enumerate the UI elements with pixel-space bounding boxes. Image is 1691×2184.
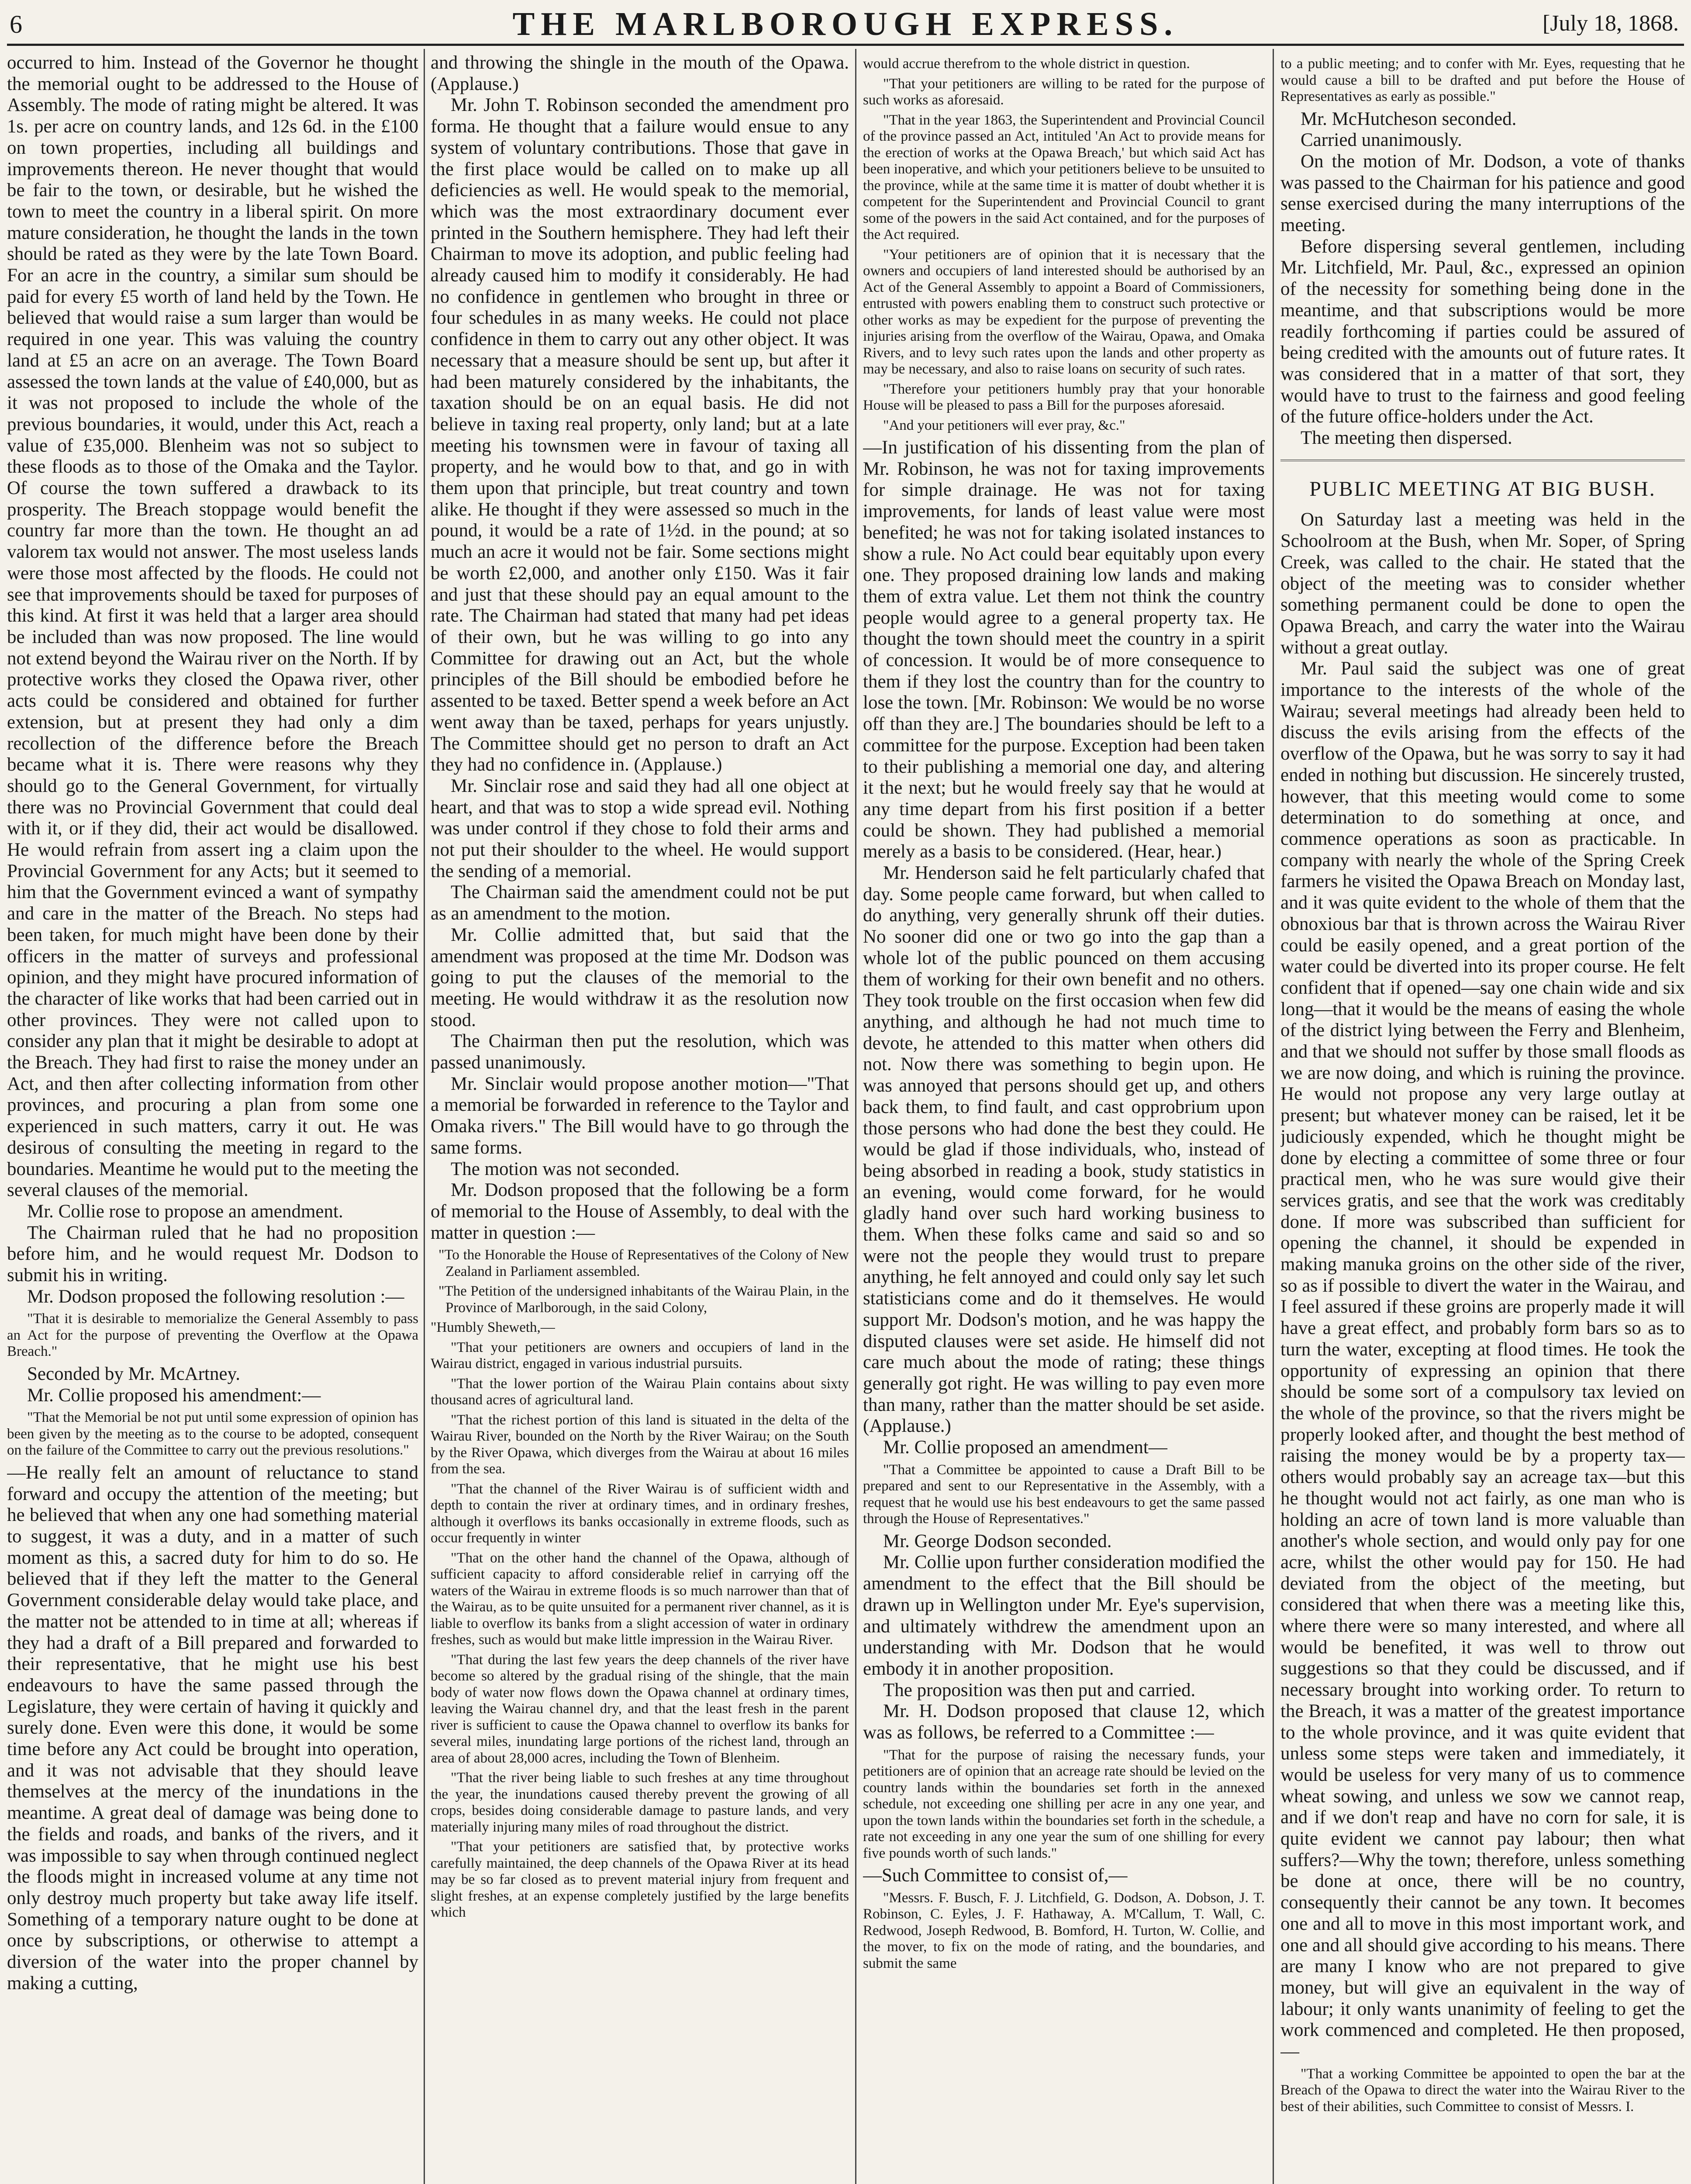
memorial-address: "To the Honorable the House of Representatives of the Colony of New Zealand in Parliament assembled.: [438, 1247, 849, 1279]
paragraph: and throwing the shingle in the mouth of the Opawa. (Applause.): [431, 52, 849, 94]
issue-date: [July 18, 1868.: [1543, 11, 1679, 36]
paragraph: The motion was not seconded.: [451, 1158, 680, 1179]
column-2: [431, 52, 849, 2184]
paragraph: —He really felt an amount of reluctance to stand forward and occupy the attention of the meeting; but he believed that when any one had something material to suggest, it was a duty, and in a matter of such moment as this, a sacred duty for him to do so. He believed that if they left the matter to the General Government considerable delay would take place, and the matter not be attended to in time at all; whereas if they had a draft of a Bill prepared and forwarded to their representative, that he might use his best endeavours to have the same passed through the Legislature, they were certain of having it quickly and surely done. Even were this done, it would be some time before any Act could be brought into operation, and it was not advisable that they should leave themselves at the mercy of the inundations in the meantime. A great deal of damage was being done to the fields and roads, and banks of the rivers, and it was impossible to say when through continued neglect the floods might in increased volume at any time not only destroy much property but take away life itself. Something of a temporary nature ought to be done at once by subscriptions, or otherwise to attempt a diversion of the water into the proper channel by making a cutting,: [7, 1462, 418, 1994]
quoted-clause-12: "That for the purpose of raising the necessary funds, your petitioners are of opinion that an acreage rate should be levied on the country lands within the boundaries set forth in the annexed schedule, not exceeding one shilling per acre in any one year, and upon the town lands within the boundaries set forth in the schedule, a rate not exceeding in any one year the sum of one shilling for every five pounds worth of such lands.": [863, 1747, 1265, 1861]
memorial-clause: "And your petitioners will ever pray, &c.": [883, 417, 1125, 433]
column-rule: [1273, 49, 1274, 2184]
memorial-clause: "That the richest portion of this land is situated in the delta of the Wairau River, bounded on the North by the River Wairau; on the South by the River Opawa, which diverges from the Wairau at about 16 miles from the sea.: [431, 1412, 849, 1477]
masthead-rule: [7, 44, 1684, 46]
memorial-petition: "The Petition of the undersigned inhabitants of the Wairau Plain, in the Province of Marlborough, in the said Colony,: [438, 1283, 849, 1316]
paragraph: Seconded by Mr. McArtney.: [27, 1363, 241, 1384]
paragraph: The Chairman ruled that he had no proposition before him, and he would request Mr. Dodson to submit his in writing.: [7, 1222, 418, 1286]
paragraph: Mr. Collie rose to propose an amendment.: [27, 1201, 343, 1222]
committee-members: "Messrs. F. Busch, F. J. Litchfield, G. Dodson, A. Dobson, J. T. Robinson, C. Eyles, J. F. Hathaway, A. M'Callum, T. Wall, C. Redwood, Joseph Redwood, B. Bomford, H. Turton, W. Collie, and the mover, to fix on the mode of rating, and the boundaries, and submit the same: [863, 1890, 1265, 1971]
quoted-resolution: "That it is desirable to memorialize the General Assembly to pass an Act for the purpose of preventing the Overflow at the Opawa Breach.": [7, 1311, 418, 1360]
article-separator: [1280, 460, 1685, 463]
memorial-clause: "That your petitioners are owners and occupiers of land in the Wairau district, engaged in various industrial pursuits.: [431, 1339, 849, 1372]
masthead: [0, 0, 1691, 44]
paragraph: —In justification of his dissenting from the plan of Mr. Robinson, he was not for taxing improvements for simple drainage. He was not for taxing improvements, for lands of least value were most benefited; he was not for taking isolated instances to show a rule. No Act could bear equitably upon every one. They proposed draining low lands and making them of extra value. Let them not think the country people would agree to a general property tax. He thought the town should meet the country in a spirit of concession. It would be of more consequence to them if they lost the country than for the country to lose the town. [Mr. Robinson: We would be no worse off than they are.] The boundaries should be left to a committee for the purpose. Exception had been taken to their publishing a memorial one day, and altering it the next; but he would freely say that he would at any time depart from his first position if a better could be shown. They had published a memorial merely as a basis to be considered. (Hear, hear.): [863, 437, 1265, 862]
memorial-clause: "That in the year 1863, the Superintendent and Provincial Council of the province passed an Act, intituled 'An Act to provide means for the erection of works at the Opawa Breach,' but which said Act has been inoperative, and which your petitioners believe to be unsuited to the province, while at the same time it is matter of doubt whether it is competent for the Superintendent and Provincial Council to grant some of the powers in the said Act contained, and for the purposes of the Act required.: [863, 112, 1265, 242]
paragraph: Mr. H. Dodson proposed that clause 12, which was as follows, be referred to a Committee :—: [863, 1701, 1265, 1743]
paragraph: Mr. McHutcheson seconded.: [1301, 108, 1517, 129]
paragraph: On the motion of Mr. Dodson, a vote of thanks was passed to the Chairman for his patience and good sense exercised during the many interruptions of the meeting.: [1280, 151, 1685, 236]
memorial-clause: "That during the last few years the deep channels of the river have become so altered by the gradual rising of the shingle, that the main body of water now flows down the Opawa channel at ordinary times, leaving the Wairau channel dry, and that the least fresh in the parent river is sufficient to cause the Opawa channel to overflow its banks for several miles, inundating large portions of the richest land, through an area of about 28,000 acres, including the Town of Blenheim.: [431, 1652, 849, 1766]
memorial-clause: "That the lower portion of the Wairau Plain contains about sixty thousand acres of agricultural land.: [431, 1375, 849, 1408]
memorial-clause: "Your petitioners are of opinion that it is necessary that the owners and occupiers of land interested should be authorised by an Act of the General Assembly to appoint a Board of Commissioners, entrusted with powers enabling them to construct such protective or other works as may be expedient for the purpose of preventing the injuries arising from the overflow of the Wairau, Opawa, and Omaka Rivers, and to levy such rates upon the lands and other property as may be necessary, and also to raise loans on security of such rates.: [863, 246, 1265, 377]
paragraph: Mr. George Dodson seconded.: [883, 1531, 1112, 1552]
paragraph: On Saturday last a meeting was held in the Schoolroom at the Bush, when Mr. Soper, of Spring Creek, was called to the chair. He stated that the object of the meeting was to consider whether something permanent could be done to open the Opawa Breach, and carry the water into the Wairau without a great outlay.: [1280, 509, 1685, 658]
memorial-clause: "That the river being liable to such freshes at any time throughout the year, the inundations caused thereby prevent the growing of all crops, besides doing considerable damage to pasture lands, and very materially injuring many miles of road throughout the district.: [431, 1770, 849, 1835]
paragraph: Mr. John T. Robinson seconded the amendment pro forma. He thought that a failure would ensue to any system of voluntary contributions. Those that gave in the first place would be called on to make up all deficiencies as well. He would speak to the memorial, which was the most extraordinary document ever printed in the Southern hemisphere. They had left their Chairman to move its adoption, and public feeling had already caused him to modify it considerably. He had no confidence in gentlemen who brought in three or four schedules in as many weeks. He could not place confidence in them to carry out any other object. It was necessary that a measure should be sent up, but after it had been maturely considered by the inhabitants, the taxation should be on an equal basis. He did not believe in taxing real property, only land; but at a late meeting his townsmen were in favour of taxing all property, and he would bow to that, and go in with them upon that principle, but treat country and town alike. He thought if they were assessed so much in the pound, it would be a rate of 1½d. in the pound; at so much an acre it would not be fair. Some sections might be worth £2,000, and another only £150. Was it fair and just that these should pay an equal amount to the rate. The Chairman had stated that many had pet ideas of their own, but he was willing to go into any Committee for drawing out an Act, but the whole principles of the Bill should be embodied before he assented to be taxed. Better spend a week before an Act went away than be taxed, perhaps for years unjustly. The Committee should get no person to draft an Act they had no confidence in. (Applause.): [431, 95, 849, 775]
paragraph: The Chairman said the amendment could not be put as an amendment to the motion.: [431, 882, 849, 924]
memorial-sheweth: "Humbly Sheweth,—: [431, 1320, 555, 1336]
memorial-clause: "That the channel of the River Wairau is of sufficient width and depth to contain the river at ordinary times, and in ordinary freshes, although it overflows its banks occasionally in extreme floods, such as occur frequently in winter: [431, 1481, 849, 1546]
paragraph: Mr. Dodson proposed that the following be a form of memorial to the House of Assembly, to deal with the matter in question :—: [431, 1180, 849, 1243]
paragraph: Carried unanimously.: [1301, 130, 1462, 151]
memorial-clause: would accrue therefrom to the whole district in question.: [863, 56, 1190, 72]
paragraph: —Such Committee to consist of,—: [863, 1865, 1128, 1886]
newspaper-title: THE MARLBOROUGH EXPRESS.: [512, 6, 1179, 42]
paragraph: Mr. Dodson proposed the following resolution :—: [27, 1286, 404, 1307]
memorial-clause: "Therefore your petitioners humbly pray that your honorable House will be pleased to pass a Bill for the purposes aforesaid.: [863, 381, 1265, 413]
paragraph: Mr. Sinclair would propose another motion—"That a memorial be forwarded in reference to the Taylor and Omaka rivers." The Bill would have to go through the same forms.: [431, 1073, 849, 1158]
column-3: [863, 52, 1265, 2184]
paragraph: Mr. Sinclair rose and said they had all one object at heart, and that was to stop a wide spread evil. Nothing was under control if they chose to fold their arms and not put their shoulder to the wheel. He would support the sending of a memorial.: [431, 775, 849, 881]
quoted-continuation: to a public meeting; and to confer with Mr. Eyes, requesting that he would cause a bill to be drafted and put before the House of Representatives as early as possible.": [1280, 56, 1685, 104]
paragraph: Mr. Henderson said he felt particularly chafed that day. Some people came forward, but when called to do anything, very generally shrunk off their duties. No sooner did one or two go into the gap than a whole lot of the public pounced on them accusing them of working for their own benefit and no others. They took trouble on the first occasion when few did anything, and although he had not much time to devote, he attended to this matter when others did not. Now there was something to begin upon. He was annoyed that persons should get up, and others back them, to find fault, and cast opprobrium upon those persons who had done the best they could. He would be glad if those individuals, who, instead of being absorbed in reading a book, study statistics in an evening, would come forward, for he would gladly hand over such hard working business to them. When these folks came and said so and so were not the people they would trust to prepare anything, he felt annoyed and could only say let such statisticians come and do it themselves. He would support Mr. Dodson's motion, and he was happy the disputed clauses were set aside. He himself did not care much about the mode of rating; these things generally got right. He was willing to pay even more than many, rather than the matter should be set aside. (Applause.): [863, 863, 1265, 1437]
article-heading: PUBLIC MEETING AT BIG BUSH.: [1309, 477, 1656, 501]
paragraph: Mr. Collie admitted that, but said that the amendment was proposed at the time Mr. Dodson was going to put the clauses of the memorial to the meeting. He would withdraw it as the resolution now stood.: [431, 924, 849, 1030]
quoted-amendment: "That a Committee be appointed to cause a Draft Bill to be prepared and sent to our Representative in the Assembly, with a request that he would use his best endeavours to get the same passed through the House of Representatives.": [863, 1462, 1265, 1527]
memorial-clause: "That your petitioners are willing to be rated for the purpose of such works as aforesaid.: [863, 76, 1265, 108]
paragraph: Before dispersing several gentlemen, including Mr. Litchfield, Mr. Paul, &c., expressed an opinion of the necessity for something being done in the meantime, and that subscriptions would be more readily forthcoming if parties could be assured of being credited with the amounts out of future rates. It was considered that in a matter of that sort, they would have to trust to the fairness and good feeling of the future office-holders under the Act.: [1280, 236, 1685, 427]
quoted-resolution: "That a working Committee be appointed to open the bar at the Breach of the Opawa to direct the water into the Wairau River to the best of their abilities, such Committee to consist of Messrs. I.: [1280, 2066, 1685, 2115]
column-rule: [855, 49, 856, 2184]
memorial-clause: "That on the other hand the channel of the Opawa, although of sufficient capacity to afford considerable relief in carrying off the waters of the Wairau in extreme floods is so much narrower than that of the Wairau, as to be quite unsuited for a permanent river channel, as it is liable to overflow its banks from a slight accession of water in ordinary freshes, such as would but make little impression in the Wairau River.: [431, 1550, 849, 1648]
paragraph: Mr. Paul said the subject was one of great importance to the interests of the whole of the Wairau; several meetings had already been held to discuss the evils arising from the effects of the overflow of the Opawa, but he was sorry to say it had ended in nothing but discussion. He sincerely trusted, however, that this meeting would come to some determination to do something at once, and commence operations as soon as practicable. In company with nearly the whole of the Spring Creek farmers he visited the Opawa Breach on Monday last, and it was quite evident to the whole of them that the obnoxious bar that is thrown across the Wairau River could be easily opened, and a great portion of the water could be diverted into its proper course. He felt confident that if opened—say one chain wide and six long—that it would be the means of easing the whole of the district lying between the Ferry and Blenheim, and that we should not suffer by those small floods as we are now doing, and which is ruining the province. He would not propose any very large outlay at present; but whatever money can be raised, let it be judiciously expended, which he thought might be done by electing a committee of some three or four practical men, who he was sure would give their services gratis, and see that the work was creditably done. If more was subscribed than sufficient for opening the channel, it should be expended in making manuka groins on the other side of the river, so as if possible to divert the water in the Wairau, and I feel assured if these groins are properly made it will have a great effect, and probably form bars so as to turn the water, excepting at flood times. He took the opportunity of expressing an opinion that there should be some sort of a compulsory tax levied on the whole of the province, so that the rivers might be properly looked after, and thought the best method of raising the money would be by a property tax—others would probably say an acreage tax—but this he thought would not act fairly, as one man who is holding an acre of town land is more valuable than another's whole section, and would only pay for one acre, whilst the other would pay for 150. He had deviated from the object of the meeting, but considered that when there was a meeting like this, where there were so many interested, and where all would be benefited, it was well to throw out suggestions so that they could be discussed, and if necessary brought into working order. To return to the Breach, it was a matter of the greatest importance to the whole province, and it was quite evident that unless some steps were taken and immediately, it would be useless for very many of us to commence wheat sowing, and unless we sow we cannot reap, and if we don't reap and have no corn for sale, it is quite evident we cannot pay labour; then what suffers?—Why the town; therefore, unless something be done at once, there will be no country, consequently their cannot be any town. It becomes one and all to move in this most important work, and one and all should give according to his means. There are many I know who are not prepared to give money, but will give an equivalent in the way of labour; it only wants unanimity of feeling to get the work commenced and completed. He then proposed,—: [1280, 658, 1685, 2062]
paragraph: occurred to him. Instead of the Governor he thought the memorial ought to be addressed to the House of Assembly. The mode of rating might be altered. It was 1s. per acre on country lands, and 12s 6d. in the £100 on town properties, including all buildings and improvements thereon. He never thought that would be fair to the town, or desirable, but he wished the town to meet the country in a liberal spirit. On more mature consideration, he thought the lands in the town should be rated as they were by the late Town Board. For an acre in the country, a similar sum should be paid for every £5 worth of land held by the Town. He believed that would raise a sum larger than would be required in one year. This was valuing the country land at £5 an acre on an average. The Town Board assessed the town lands at the value of £40,000, but as it was not proposed to include the whole of the previous boundaries, it would, under this Act, reach a value of £35,000. Blenheim was not so subject to these floods as to those of the Omaka and the Taylor. Of course the town suffered a drawback to its prosperity. The Breach stoppage would benefit the country far more than the town. He thought an ad valorem tax would not answer. The most useless lands were those most affected by the floods. He could not see that improvements should be taxed for purposes of this kind. At first it was held that a larger area should be included than was now proposed. The line would not extend beyond the Wairau river on the North. If by protective works they closed the Opawa river, other acts could be considered and obtained for further extension, but at present they had only a dim recollection of the difference before the Breach became what it is. There were reasons why they should go to the General Government, for virtually there was no Provincial Government that could deal with it, or if they did, their act would be disallowed. He would refrain from assert ing a claim upon the Provincial Government for any Acts; but it seemed to him that the Government evinced a want of sympathy and care in the matter of the Breach. No steps had been taken, for much might have been done by their officers in the matter of surveys and professional opinion, and they might have procured information of the character of like works that had been carried out in other provinces. They were not called upon to consider any plan that it might be desirable to adopt at the Breach. They had first to raise the money under an Act, and then after collecting information from other provinces, and procuring a plan from some one experienced in such matters, carry it out. He was desirous of consulting the meeting in regard to the boundaries. Meantime he would put to the meeting the several clauses of the memorial.: [7, 52, 418, 1201]
column-rule: [424, 49, 425, 2184]
quoted-amendment: "That the Memorial be not put until some expression of opinion has been given by the meeting as to the course to be adopted, consequent on the failure of the Committee to carry out the previous resolutions.": [7, 1410, 418, 1458]
column-1: [7, 52, 418, 2184]
column-4: [1280, 52, 1685, 2184]
paragraph: Mr. Collie upon further consideration modified the amendment to the effect that the Bill should be drawn up in Wellington under Mr. Eye's supervision, and ultimately withdrew the amendment upon an understanding with Mr. Dodson that he would embody it in another proposition.: [863, 1552, 1265, 1679]
memorial-clause: "That your petitioners are satisfied that, by protective works carefully maintained, the deep channels of the Opawa River at its head may be so far closed as to prevent material injury from frequent and slight freshes, at an expense completely justified by the large benefits which: [431, 1839, 849, 1921]
paragraph: The proposition was then put and carried.: [883, 1679, 1196, 1700]
paragraph: Mr. Collie proposed an amendment—: [883, 1437, 1167, 1458]
paragraph: The meeting then dispersed.: [1301, 428, 1512, 449]
paragraph: The Chairman then put the resolution, which was passed unanimously.: [431, 1031, 849, 1073]
page-number: 6: [10, 10, 22, 38]
paragraph: Mr. Collie proposed his amendment:—: [27, 1385, 321, 1406]
